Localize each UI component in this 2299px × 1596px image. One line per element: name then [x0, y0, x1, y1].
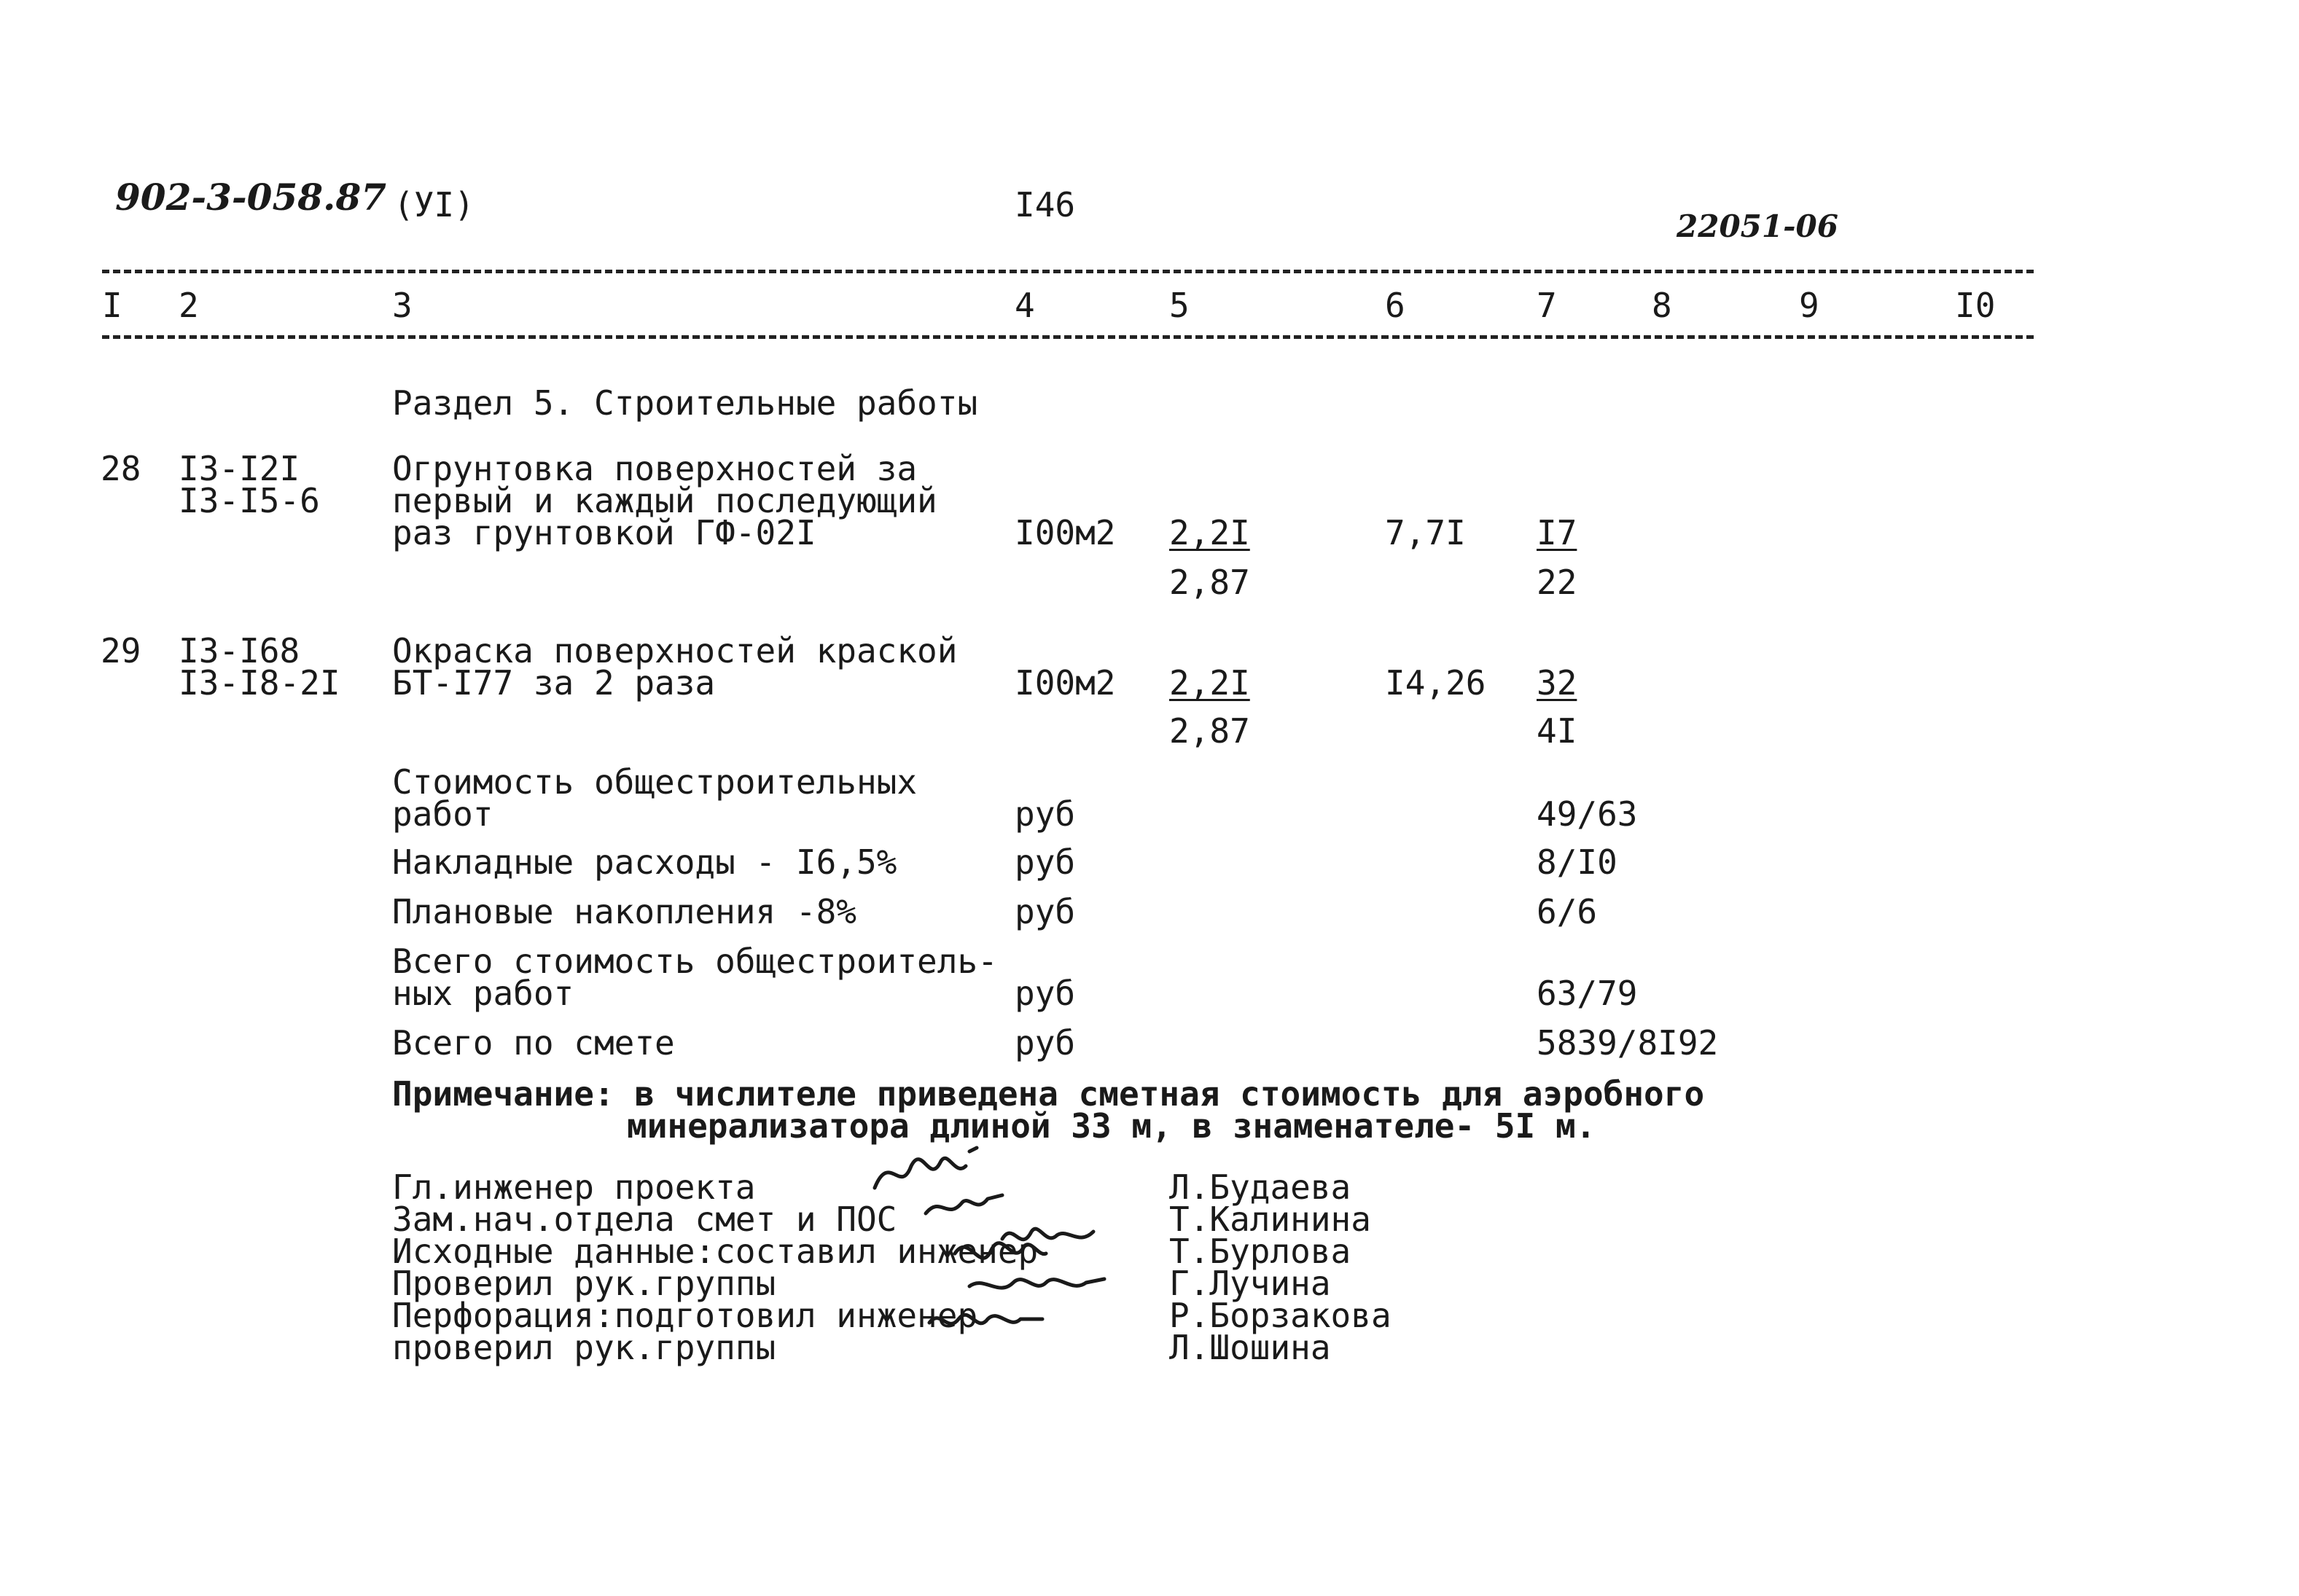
signature-role: Перфорация:подготовил инженер: [392, 1296, 978, 1335]
total-unit: руб: [1015, 892, 1076, 931]
row-description: БТ-I77 за 2 раза: [392, 663, 716, 703]
row-description: раз грунтовкой ГФ-02I: [392, 513, 816, 552]
signature-name: Т.Бурлова: [1169, 1232, 1351, 1271]
column-header: 3: [392, 286, 413, 325]
row-code: I3-I2I: [179, 449, 300, 488]
total-label: ных работ: [392, 974, 574, 1013]
total-label: Всего по смете: [392, 1023, 675, 1063]
row-unit: I00м2: [1015, 513, 1116, 552]
row-quantity-numerator: 2,2I: [1169, 663, 1250, 703]
signature-role: Исходные данные:составил инженер: [392, 1232, 1039, 1271]
column-header: I0: [1955, 286, 1996, 325]
column-header: 4: [1015, 286, 1035, 325]
row-description: Огрунтовка поверхностей за: [392, 449, 918, 488]
column-header: 9: [1799, 286, 1819, 325]
total-value: 8/I0: [1537, 842, 1617, 882]
column-header: I: [102, 286, 122, 325]
stamp-number: 22051-06: [1677, 208, 1838, 244]
total-label: работ: [392, 794, 493, 834]
row-unit: I00м2: [1015, 663, 1116, 703]
column-header: 2: [179, 286, 199, 325]
table-header-bottom-rule: [102, 335, 2034, 339]
row-code: I3-I8-2I: [179, 663, 340, 703]
signature-scribble-shoshina: [929, 1315, 1042, 1323]
signature-role: Гл.инженер проекта: [392, 1167, 756, 1207]
signature-role: проверил рук.группы: [392, 1328, 776, 1367]
total-unit: руб: [1015, 794, 1076, 834]
total-label: Всего стоимость общестроитель-: [392, 942, 998, 981]
row-cost-denominator: 4I: [1537, 711, 1577, 751]
column-header: 6: [1385, 286, 1405, 325]
row-unit-price: I4,26: [1385, 663, 1486, 703]
total-unit: руб: [1015, 974, 1076, 1013]
signature-scribble-borzakova: [969, 1279, 1104, 1288]
note-line: Примечание: в числителе приведена сметная стоимость для аэробного: [392, 1074, 1705, 1114]
total-label: Стоимость общестроительных: [392, 762, 918, 802]
page-number: I46: [1015, 185, 1076, 224]
table-header-top-rule: [102, 270, 2034, 273]
signature-name: Т.Калинина: [1169, 1200, 1371, 1239]
signature-name: Л.Будаева: [1169, 1167, 1351, 1207]
row-cost-numerator: 32: [1537, 663, 1577, 703]
total-value: 49/63: [1537, 794, 1638, 834]
total-label: Плановые накопления -8%: [392, 892, 856, 931]
total-unit: руб: [1015, 842, 1076, 882]
column-header: 5: [1169, 286, 1190, 325]
total-value: 63/79: [1537, 974, 1638, 1013]
column-header: 8: [1652, 286, 1672, 325]
total-label: Накладные расходы - I6,5%: [392, 842, 897, 882]
document-code: 902-3-058.87: [115, 176, 387, 219]
row-quantity-denominator: 2,87: [1169, 711, 1250, 751]
signature-scribble-burlova: [1002, 1229, 1093, 1240]
volume-label: (УI): [394, 185, 475, 224]
row-cost-denominator: 22: [1537, 563, 1577, 602]
row-description: Окраска поверхностей краской: [392, 631, 958, 670]
row-quantity-numerator: 2,2I: [1169, 513, 1250, 552]
row-code: I3-I5-6: [179, 481, 320, 520]
total-unit: руб: [1015, 1023, 1076, 1063]
signature-scribble-luchina: [955, 1243, 1046, 1259]
row-number: 29: [101, 631, 141, 670]
section-title: Раздел 5. Строительные работы: [392, 383, 978, 423]
row-description: первый и каждый последующий: [392, 481, 937, 520]
signature-role: Проверил рук.группы: [392, 1264, 776, 1303]
row-number: 28: [101, 449, 141, 488]
note-line: минерализатора длиной 33 м, в знаменателе- 5I м.: [627, 1106, 1596, 1146]
column-header: 7: [1537, 286, 1557, 325]
total-value: 6/6: [1537, 892, 1598, 931]
row-quantity-denominator: 2,87: [1169, 563, 1250, 602]
row-cost-numerator: I7: [1537, 513, 1577, 552]
row-unit-price: 7,7I: [1385, 513, 1466, 552]
signature-scribble-kalinina: [926, 1195, 1002, 1213]
signature-name: Г.Лучина: [1169, 1264, 1331, 1303]
signature-name: Л.Шошина: [1169, 1328, 1331, 1367]
row-code: I3-I68: [179, 631, 300, 670]
signature-scribble-budaeva: [875, 1148, 977, 1188]
signature-role: Зам.нач.отдела смет и ПОС: [392, 1200, 897, 1239]
signature-name: Р.Борзакова: [1169, 1296, 1392, 1335]
handwritten-signatures: [860, 1144, 1181, 1385]
total-value: 5839/8I92: [1537, 1023, 1719, 1063]
